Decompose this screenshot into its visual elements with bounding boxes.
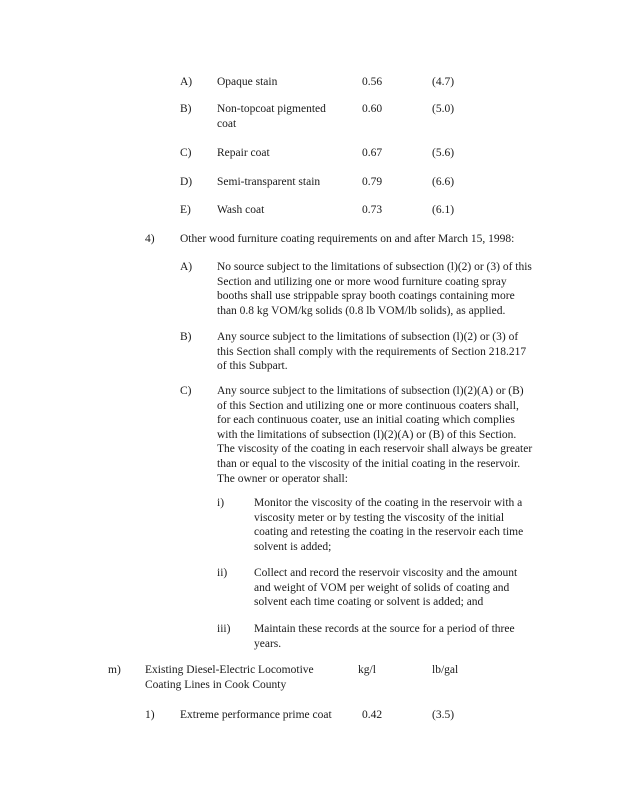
roman-numeral: i) xyxy=(217,497,225,509)
item-number: 4) xyxy=(145,233,155,245)
row-kg-per-l: 0.79 xyxy=(362,176,383,188)
unit-header-lb-per-gal: lb/gal xyxy=(432,664,459,676)
subitem-letter: B) xyxy=(180,331,192,343)
roman-numeral: ii) xyxy=(217,567,228,579)
row-lb-per-gal: (6.6) xyxy=(432,176,455,188)
row-kg-per-l: 0.56 xyxy=(362,76,383,88)
subitem-text: Any source subject to the limitations of subsection (l)(2) or (3) of this Section shall comply with the requirements of Section 218.217 of this Subpart. xyxy=(217,331,527,373)
roman-text: Maintain these records at the source for a period of three years. xyxy=(254,623,515,650)
row-letter: B) xyxy=(180,103,192,115)
row-kg-per-l: 0.60 xyxy=(362,103,383,115)
row-kg-per-l: 0.73 xyxy=(362,204,383,216)
row-lb-per-gal: (3.5) xyxy=(432,709,455,721)
row-name: Wash coat xyxy=(217,204,265,216)
row-name: Non-topcoat pigmented coat xyxy=(217,103,326,130)
row-name: Opaque stain xyxy=(217,76,278,88)
row-number: 1) xyxy=(145,709,155,721)
row-kg-per-l: 0.42 xyxy=(362,709,383,721)
subitem-letter: A) xyxy=(180,261,193,273)
row-lb-per-gal: (5.0) xyxy=(432,103,455,115)
row-lb-per-gal: (6.1) xyxy=(432,204,455,216)
row-lb-per-gal: (5.6) xyxy=(432,147,455,159)
row-letter: E) xyxy=(180,204,191,216)
row-letter: C) xyxy=(180,147,192,159)
row-name: Repair coat xyxy=(217,147,270,159)
roman-text: Monitor the viscosity of the coating in the reservoir with a viscosity meter or by testing the viscosity of the initial coating and retesting the coating in the reservoir each time solvent is added; xyxy=(254,497,524,553)
subitem-text: No source subject to the limitations of subsection (l)(2) or (3) of this Section and utilizing one or more wood furniture coating spray booths shall use strippable spray booth coatings containing more than 0.8 kg VOM/kg solids (0.8 lb VOM/lb solids), as applied. xyxy=(217,261,532,317)
roman-text: Collect and record the reservoir viscosity and the amount and weight of VOM per weight of solids of coating and solvent each time coating or solvent is added; and xyxy=(254,567,518,609)
row-letter: D) xyxy=(180,176,193,188)
unit-header-kg-per-l: kg/l xyxy=(358,664,376,676)
row-lb-per-gal: (4.7) xyxy=(432,76,455,88)
section-label: m) xyxy=(108,664,121,676)
row-name: Semi-transparent stain xyxy=(217,176,321,188)
subitem-letter: C) xyxy=(180,385,192,397)
roman-numeral: iii) xyxy=(217,623,231,635)
row-kg-per-l: 0.67 xyxy=(362,147,383,159)
subitem-text: Any source subject to the limitations of subsection (l)(2)(A) or (B) of this Section and utilizing one or more continuous coaters shall, for each continuous coater, use an initial coating which complies with the limitations of subsection (l)(2)(A) or (B) of this Section. The viscosity of the coating in each reservoir shall always be greater than or equal to the viscosity of the initial coating in the reservoir. The owner or operator shall: xyxy=(217,385,533,485)
row-letter: A) xyxy=(180,76,193,88)
item-heading: Other wood furniture coating requirements on and after March 15, 1998: xyxy=(180,233,515,245)
row-name: Extreme performance prime coat xyxy=(180,709,332,721)
section-title: Existing Diesel-Electric Locomotive Coating Lines in Cook County xyxy=(145,664,314,691)
